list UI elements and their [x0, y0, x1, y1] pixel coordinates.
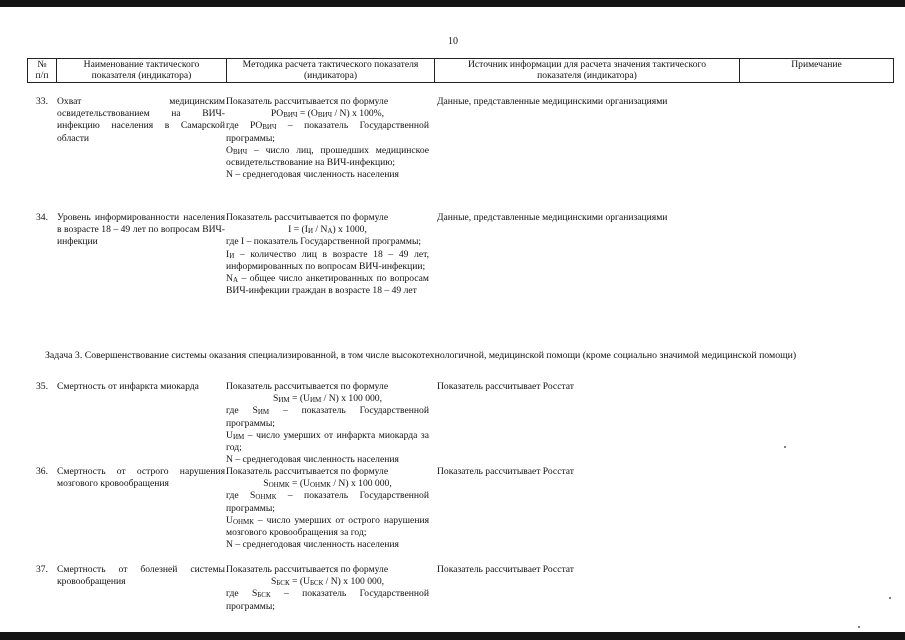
formula: $PO_{ВИЧ} = (O_{ВИЧ} / N)$ x 100%,: [270, 108, 385, 120]
scan-top-border: [0, 0, 905, 7]
row-number: 37.: [36, 564, 48, 575]
method-text: Показатель рассчитывается по формуле $S_{БСК} = (U_{БСК} / N)$ x 100 000, где $S_{БСК}$ – показатель Государственной программы;: [226, 564, 429, 612]
row-number: 33.: [36, 96, 48, 107]
definition: N – среднегодовая численность населения: [226, 169, 399, 181]
definition: N – среднегодовая численность населения: [226, 454, 399, 466]
header-col-method: Методика расчета тактического показателя (индикатора): [227, 59, 435, 83]
indicator-name: Уровень информированности населения в возрасте 18 – 49 лет по вопросам ВИЧ-инфекции: [57, 212, 225, 248]
scan-speck: [784, 446, 786, 448]
header-col-name: Наименование тактического показателя (индикатора): [57, 59, 227, 83]
formula: $S_{ОНМК} = (U_{ОНМК} / N)$ x 100 000,: [263, 478, 392, 490]
indicator-name: Смертность от острого нарушения мозгового кровообращения: [57, 466, 225, 490]
definition: $U_{ОНМК}$ – число умерших от острого нарушения мозгового кровообращения за год;: [226, 514, 429, 539]
data-source: Показатель рассчитывает Росстат: [437, 466, 574, 477]
definition: N – среднегодовая численность населения: [226, 539, 399, 551]
table-header: [27, 58, 894, 83]
data-source: Показатель рассчитывает Росстат: [437, 564, 574, 575]
data-source: Данные, представленные медицинскими организациями: [437, 212, 668, 223]
scan-bottom-border: [0, 632, 905, 640]
page-number: 10: [448, 36, 458, 47]
method-text: Показатель рассчитывается по формуле $PO_{ВИЧ} = (O_{ВИЧ} / N)$ x 100%, где $PO_{ВИЧ}$ – показатель Государственной программы; $O_{ВИЧ}$ – число лиц, прошедших медицинское освидетельствование на ВИЧ-инфекцию; N – среднегодовая численность населения: [226, 96, 429, 181]
scan-speck: [889, 597, 891, 599]
data-source: Показатель рассчитывает Росстат: [437, 381, 574, 392]
definition: $U_{ИМ}$ – число умерших от инфаркта миокарда за год;: [226, 429, 429, 454]
header-col-sources: Источник информации для расчета значения тактического показателя (индикатора): [435, 59, 740, 83]
header-col-note: Примечание: [740, 59, 894, 83]
formula: $S_{ИМ} = (U_{ИМ} / N)$ x 100 000,: [272, 393, 382, 405]
definition: где $S_{ОНМК}$ – показатель Государственной программы;: [226, 490, 429, 514]
row-number: 35.: [36, 381, 48, 392]
definition: $N_А$ – общее число анкетированных по вопросам ВИЧ-инфекции граждан в возрасте 18 – 49 лет: [226, 273, 429, 297]
task-heading: Задача 3. Совершенствование системы оказания специализированной, в том числе высокотехнологичной, медицинской помощи (кроме социально значимой медицинской помощи): [45, 350, 797, 361]
header-col-number: № п/п: [28, 59, 57, 83]
data-source: Данные, представленные медицинскими организациями: [437, 96, 668, 107]
row-number: 36.: [36, 466, 48, 477]
method-text: Показатель рассчитывается по формуле $S_{ИМ} = (U_{ИМ} / N)$ x 100 000, где $S_{ИМ}$ – показатель Государственной программы; $U_{ИМ}$ – число умерших от инфаркта миокарда за год; N – среднегодовая численность населения: [226, 381, 429, 466]
definition: где $S_{ИМ}$ – показатель Государственной программы;: [226, 405, 429, 429]
scan-speck: [858, 626, 860, 628]
method-text: Показатель рассчитывается по формуле $S_{ОНМК} = (U_{ОНМК} / N)$ x 100 000, где $S_{ОНМК}$ – показатель Государственной программы; $U_{ОНМК}$ – число умерших от острого нарушения мозгового кровообращения за год; N – среднегодовая численность населения: [226, 466, 429, 551]
definition: где $PO_{ВИЧ}$ – показатель Государственной программы;: [226, 120, 429, 144]
indicator-name: Смертность от болезней системы кровообращения: [57, 564, 225, 588]
definition: где $S_{БСК}$ – показатель Государственной программы;: [226, 588, 429, 612]
method-text: Показатель рассчитывается по формуле $I = (I_И / N_А)$ x 1000, где I – показатель Государственной программы; $I_И$ – количество лиц в возрасте 18 – 49 лет, информированных по вопросам ВИЧ-инфекции; $N_А$ – общее число анкетированных по вопросам ВИЧ-инфекции граждан в возрасте 18 – 49 лет: [226, 212, 429, 297]
definition: $O_{ВИЧ}$ – число лиц, прошедших медицинское освидетельствование на ВИЧ-инфекцию;: [226, 144, 429, 169]
definition: $I_И$ – количество лиц в возрасте 18 – 49 лет, информированных по вопросам ВИЧ-инфекции;: [226, 248, 429, 272]
indicator-name: Смертность от инфаркта миокарда: [57, 381, 199, 392]
formula: $S_{БСК} = (U_{БСК} / N)$ x 100 000,: [270, 576, 385, 588]
row-number: 34.: [36, 212, 48, 223]
definition: где I – показатель Государственной программы;: [226, 236, 422, 248]
formula: $I = (I_И / N_А)$ x 1000,: [288, 224, 367, 236]
indicator-name: Охват медицинским освидетельствованием на ВИЧ-инфекцию населения в Самарской области: [57, 96, 225, 144]
